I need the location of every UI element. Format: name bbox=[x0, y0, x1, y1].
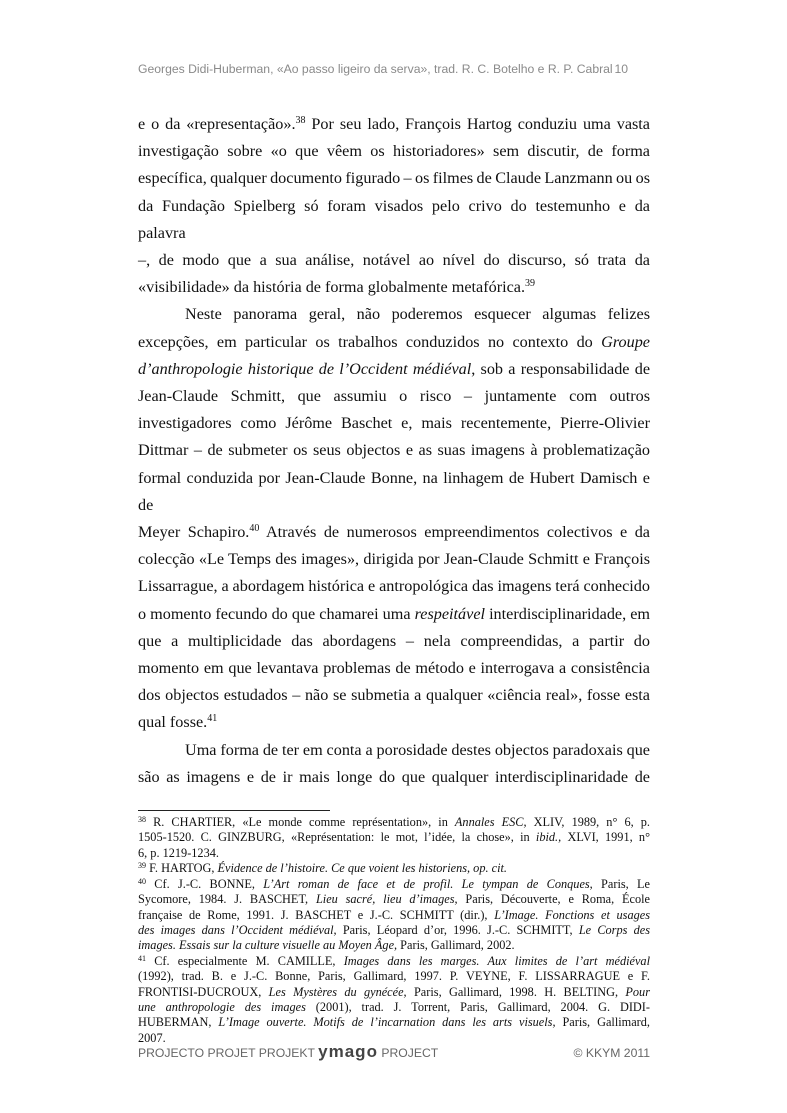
text-line bbox=[138, 628, 650, 655]
text-run: (1992), trad. B. e J.-C. Bonne, Paris, Gallimard, 1997. P. VEYNE, F. LISSARRAGUE e F. bbox=[138, 969, 650, 984]
text-run: dos objectos estudados – não se submetia a qualquer «ciência real», fosse esta bbox=[138, 686, 650, 705]
text-run: Através de numerosos empreendimentos colectivos e da bbox=[259, 523, 650, 542]
body-text bbox=[138, 111, 650, 791]
text-run: Paris, Gallimard, 2002. bbox=[397, 938, 515, 953]
text-run: R. CHARTIER, «Le monde comme représentation», in bbox=[146, 815, 455, 830]
text-line bbox=[138, 573, 650, 600]
text-run: colecção «Le Temps des images», dirigida por Jean-Claude Schmitt e François bbox=[138, 550, 650, 569]
text-run: –, de modo que a sua análise, notável ao nível do discurso, só trata da bbox=[138, 251, 650, 270]
text-run: Sycomore, 1984. J. BASCHET, bbox=[138, 892, 316, 907]
text-line bbox=[138, 709, 650, 736]
footnote-ref: 41 bbox=[138, 953, 146, 963]
text-run: XLVI, 1991, n° bbox=[561, 830, 650, 845]
text-run: 2007. bbox=[138, 1030, 166, 1045]
text-run: da Fundação Spielberg só foram visados pelo crivo do testemunho e da palavra bbox=[138, 196, 650, 242]
text-line bbox=[138, 274, 650, 301]
text-run: Cf. J.-C. BONNE, bbox=[146, 876, 264, 891]
footnote-line bbox=[138, 892, 650, 907]
text-line bbox=[138, 193, 650, 247]
text-run: Paris, Le bbox=[592, 876, 650, 891]
footnote-line bbox=[138, 1000, 650, 1015]
page-number: 10 bbox=[614, 62, 628, 76]
text-run: que a multiplicidade das abordagens – nela compreendidas, a partir do bbox=[138, 631, 650, 650]
running-header bbox=[138, 62, 650, 76]
footnote-ref: 40 bbox=[249, 523, 260, 535]
text-line bbox=[138, 301, 650, 328]
italic-text: Évidence de l’histoire. Ce que voient les historiens, op. cit. bbox=[217, 861, 507, 876]
text-run: interdisciplinaridade, em bbox=[485, 604, 651, 623]
text-line bbox=[138, 383, 650, 410]
text-run: (2001), trad. J. Torrent, Paris, Gallimard, 2004. G. DIDI- bbox=[305, 999, 650, 1014]
text-line bbox=[138, 737, 650, 764]
italic-text: Images dans les marges. Aux limites de l’art médiéval bbox=[343, 953, 650, 968]
footnote-line bbox=[138, 954, 650, 969]
text-column bbox=[138, 111, 650, 1046]
footnote-line bbox=[138, 861, 650, 876]
footnote-ref: 41 bbox=[207, 713, 218, 725]
text-run: «visibilidade» da história de forma globalmente metafórica. bbox=[138, 278, 526, 297]
footnote-ref: 39 bbox=[525, 278, 536, 290]
footnote-ref: 40 bbox=[138, 876, 146, 886]
text-line bbox=[138, 437, 650, 464]
footnote-line bbox=[138, 846, 650, 861]
text-line bbox=[138, 465, 650, 519]
text-run: Paris, Gallimard, 1998. H. BELTING, bbox=[406, 984, 626, 999]
italic-text: Les Mystères du gynécée, bbox=[268, 984, 407, 999]
text-run: Jean-Claude Schmitt, que assumiu o risco – juntamente com outros bbox=[138, 387, 650, 406]
text-run: 6, p. 1219-1234. bbox=[138, 845, 219, 860]
text-run: , sob a responsabilidade de bbox=[471, 359, 650, 378]
text-line bbox=[138, 546, 650, 573]
italic-text: ibid., bbox=[535, 830, 562, 845]
text-run: Uma forma de ter em conta a porosidade destes objectos paradoxais que bbox=[185, 740, 650, 759]
project-prefix: PROJECTO PROJET PROJEKT bbox=[138, 1046, 315, 1060]
italic-text: images. Essais sur la culture visuelle au Moyen Âge, bbox=[138, 938, 398, 953]
text-run: específica, qualquer documento figurado – os filmes de Claude Lanzmann ou os bbox=[138, 169, 650, 188]
project-line bbox=[138, 1042, 438, 1062]
footnote-line bbox=[138, 815, 650, 830]
text-run: Neste panorama geral, não poderemos esquecer algumas felizes bbox=[185, 305, 650, 324]
footnote-ref: 38 bbox=[295, 115, 306, 126]
italic-text: Le Corps des bbox=[578, 922, 650, 937]
text-line bbox=[138, 111, 650, 138]
text-line bbox=[138, 356, 650, 383]
text-run: excepções, em particular os trabalhos conduzidos no contexto do bbox=[138, 332, 602, 351]
italic-text: Lieu sacré, lieu d’images, bbox=[315, 892, 458, 907]
ymago-logo: ymago bbox=[318, 1042, 378, 1061]
footnote-line bbox=[138, 908, 650, 923]
text-run: Lissarrague, a abordagem histórica e antropológica das imagens terá conhecido bbox=[138, 577, 650, 596]
project-suffix: PROJECT bbox=[381, 1046, 439, 1060]
footnote-separator bbox=[138, 810, 330, 811]
text-run: o momento fecundo do que chamarei uma bbox=[138, 604, 415, 623]
footnotes bbox=[138, 815, 650, 1046]
italic-text: respeitável bbox=[414, 604, 485, 623]
text-run: momento em que levantava problemas de método e interrogava a consistência bbox=[138, 659, 650, 678]
text-run: qual fosse. bbox=[138, 713, 208, 732]
text-run: Meyer Schapiro. bbox=[138, 523, 250, 542]
text-run: são as imagens e de ir mais longe do que qualquer interdisciplinaridade de bbox=[138, 767, 650, 786]
italic-text: Pour bbox=[625, 984, 650, 999]
footnote-ref: 38 bbox=[138, 815, 146, 825]
text-run: Paris, Léopard d’or, 1996. J.-C. SCHMITT, bbox=[336, 922, 579, 937]
text-line bbox=[138, 329, 650, 356]
text-run: investigadores como Jérôme Baschet e, mais recentemente, Pierre-Olivier bbox=[138, 414, 650, 433]
text-line bbox=[138, 247, 650, 274]
text-run: Dittmar – de submeter os seus objectos e as suas imagens à problematização bbox=[138, 441, 650, 460]
footnote-line bbox=[138, 938, 650, 953]
text-line bbox=[138, 138, 650, 165]
text-run: 1505-1520. C. GINZBURG, «Représentation: le mot, l’idée, la chose», in bbox=[138, 830, 536, 845]
text-line bbox=[138, 655, 650, 682]
text-run: FRONTISI-DUCROUX, bbox=[138, 984, 269, 999]
footnote-line bbox=[138, 923, 650, 938]
footnote-line bbox=[138, 877, 650, 892]
italic-text: d’anthropologie historique de l’Occident médiéval bbox=[138, 359, 472, 378]
footnote-ref: 39 bbox=[138, 861, 146, 871]
footnote-line bbox=[138, 830, 650, 845]
text-run: française de Rome, 1991. J. BASCHET e J.-C. SCHMITT (dir.), bbox=[138, 907, 495, 922]
text-line bbox=[138, 165, 650, 192]
footnote-line bbox=[138, 1015, 650, 1030]
italic-text: L’Image ouverte. Motifs de l’incarnation dans les arts visuels, bbox=[218, 1015, 556, 1030]
text-line bbox=[138, 519, 650, 546]
text-line bbox=[138, 682, 650, 709]
text-run: HUBERMAN, bbox=[138, 1015, 219, 1030]
text-run: e o da «representação». bbox=[138, 115, 296, 133]
text-line bbox=[138, 601, 650, 628]
text-run: formal conduzida por Jean-Claude Bonne, na linhagem de Hubert Damisch e de bbox=[138, 468, 650, 514]
text-run: Cf. especialmente M. CAMILLE, bbox=[146, 953, 344, 968]
text-run: XLIV, 1989, n° 6, p. bbox=[526, 815, 650, 830]
text-run: F. HARTOG, bbox=[146, 861, 218, 876]
italic-text: L’Art roman de face et de profil. Le tympan de Conques, bbox=[263, 876, 593, 891]
italic-text: Groupe bbox=[601, 332, 650, 351]
running-title: Georges Didi-Huberman, «Ao passo ligeiro da serva», trad. R. C. Botelho e R. P. Cabral bbox=[138, 62, 613, 76]
text-line bbox=[138, 764, 650, 791]
italic-text: L’Image. Fonctions et usages bbox=[494, 907, 650, 922]
text-run: Paris, Découverte, e Roma, École bbox=[457, 892, 650, 907]
italic-text: Annales ESC, bbox=[454, 815, 527, 830]
text-run: Por seu lado, François Hartog conduziu uma vasta bbox=[305, 115, 650, 133]
text-run: investigação sobre «o que vêem os historiadores» sem discutir, de forma bbox=[138, 142, 650, 161]
text-line bbox=[138, 410, 650, 437]
text-run: Paris, Gallimard, bbox=[555, 1015, 650, 1030]
copyright: © KKYM 2011 bbox=[573, 1046, 650, 1060]
page-footer bbox=[138, 1042, 650, 1062]
footnote-line bbox=[138, 969, 650, 984]
italic-text: une anthropologie des images bbox=[138, 999, 306, 1014]
footnote-line bbox=[138, 985, 650, 1000]
italic-text: des images dans l’Occident médiéval, bbox=[138, 922, 337, 937]
